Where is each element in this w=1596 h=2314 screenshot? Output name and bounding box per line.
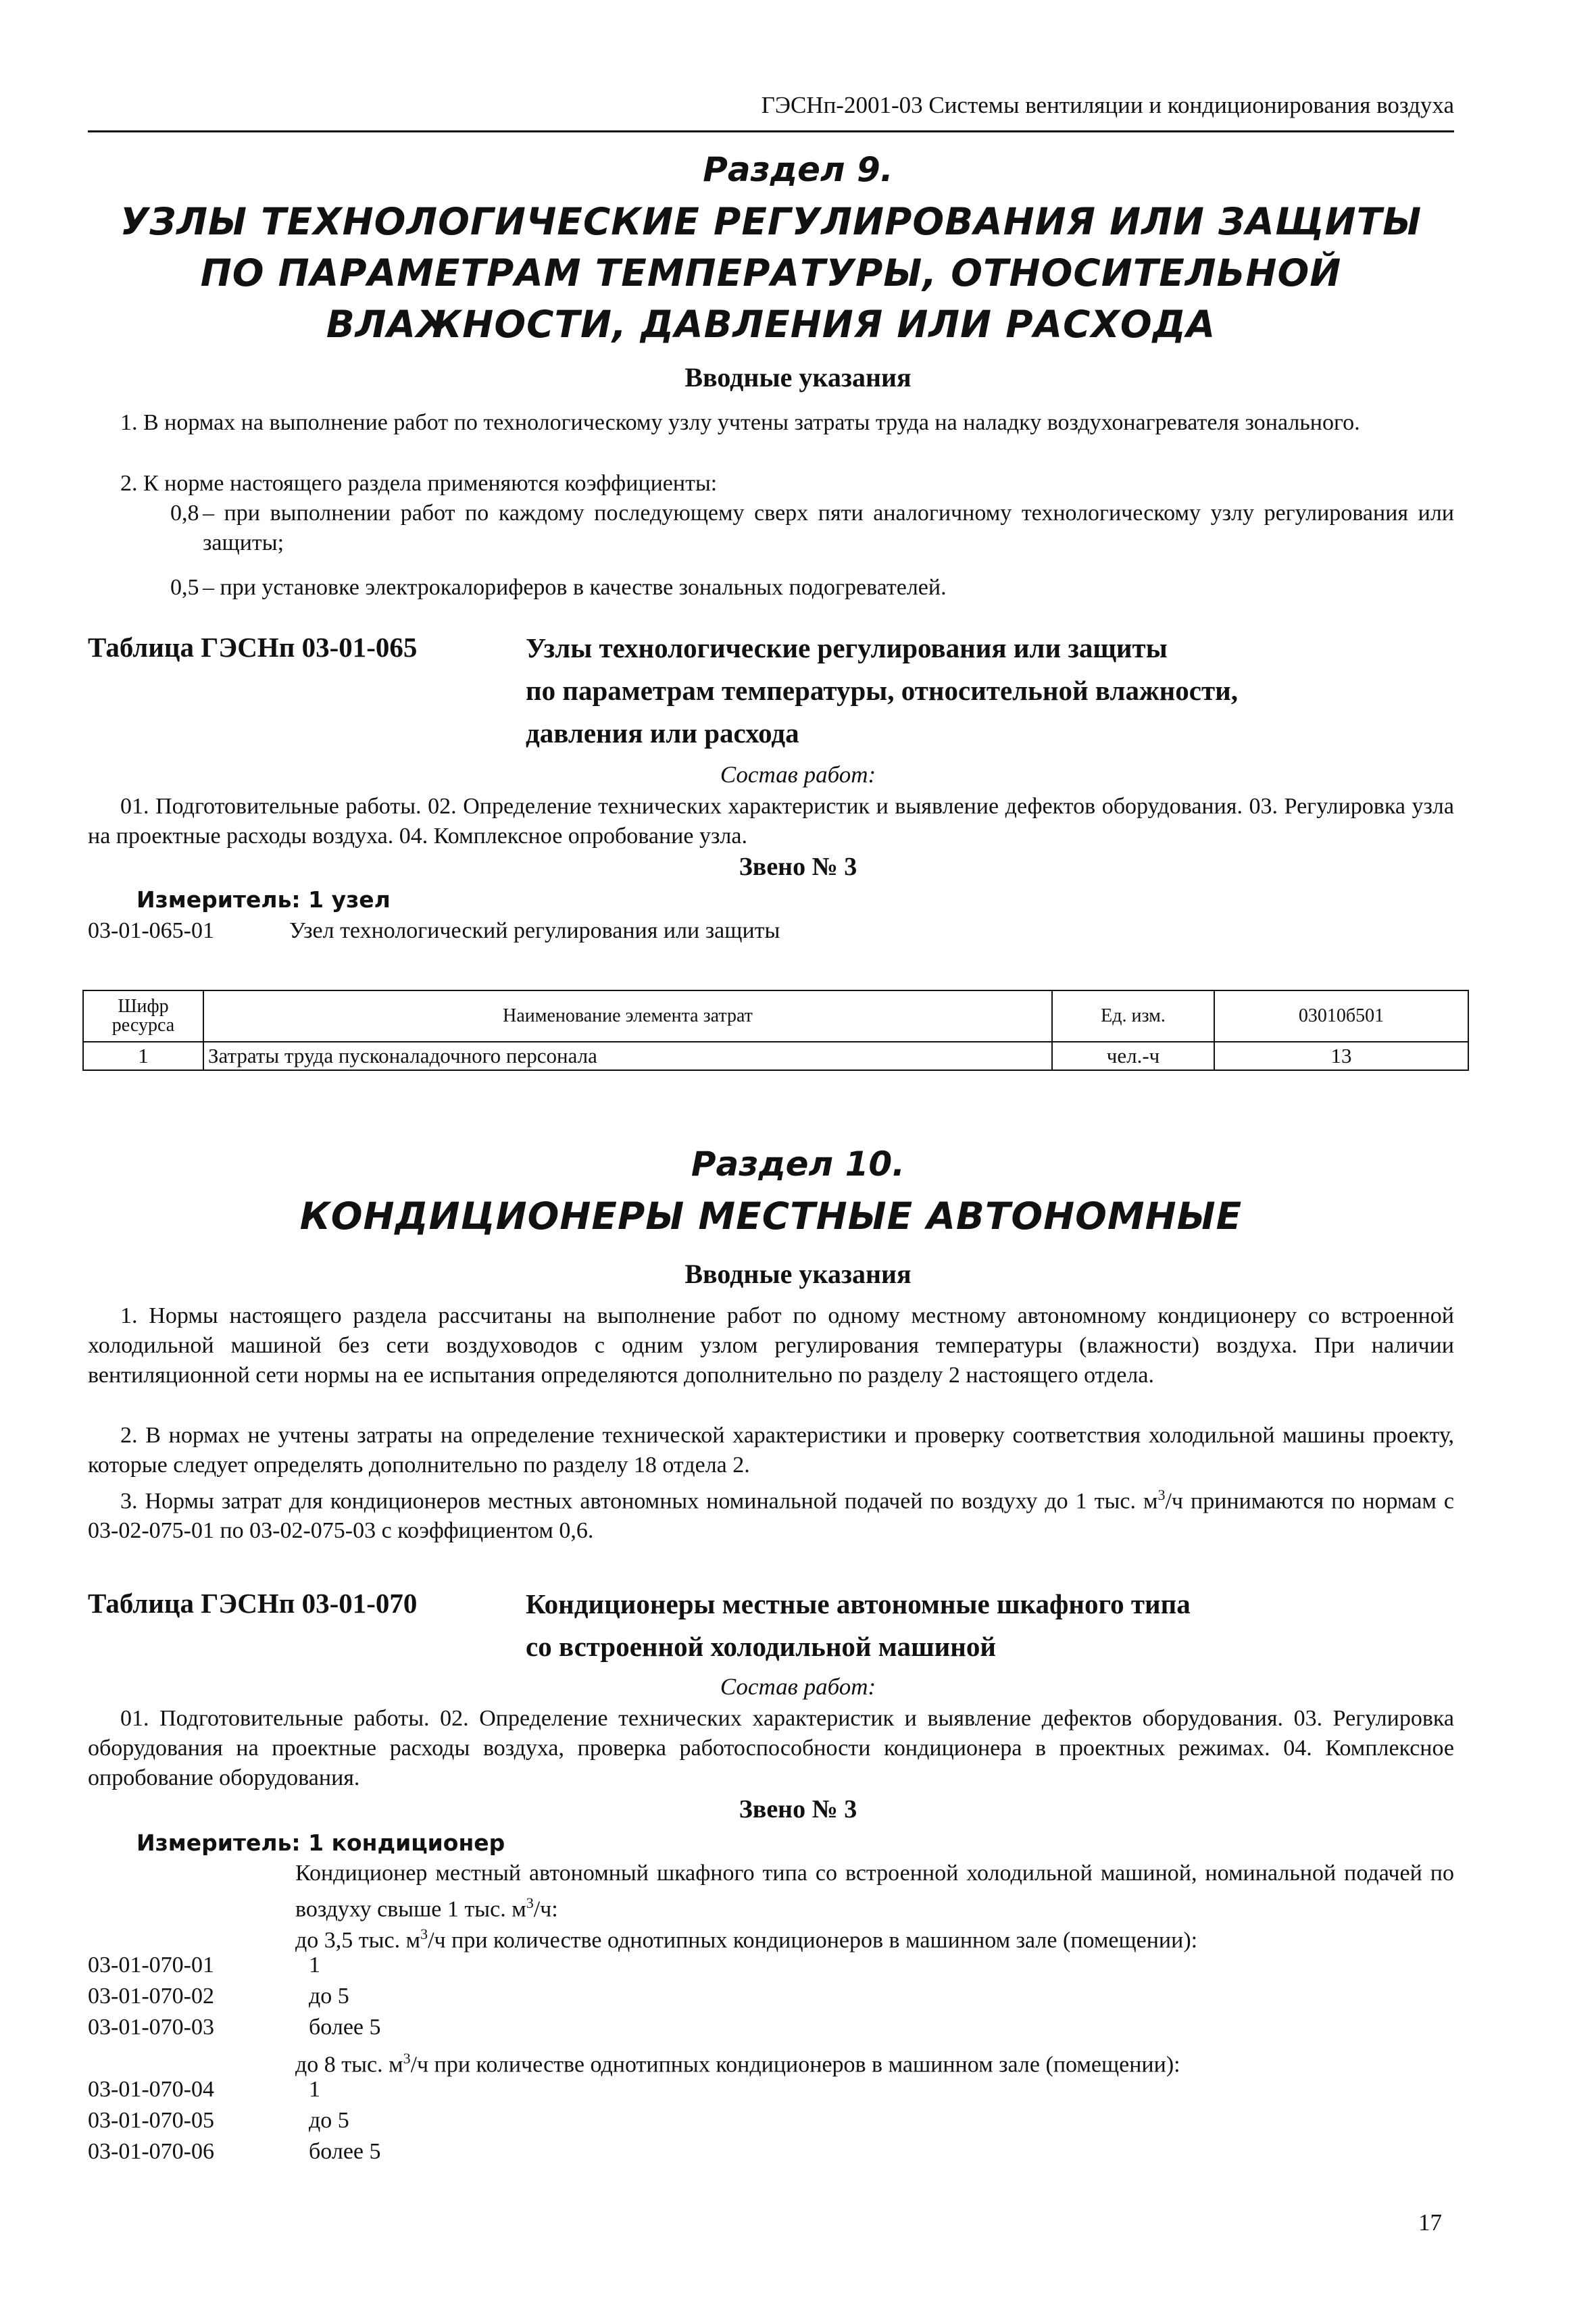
table-070-zveno: Звено № 3 (739, 1795, 857, 1823)
page-number: 17 (1418, 2209, 1442, 2236)
group-2-text-b: /ч при количестве однотипных кондиционеров в машинном зале (помещении): (410, 2052, 1180, 2078)
table-065-title-line: по параметрам температуры, относительной влажности, (526, 675, 1239, 706)
table-065-title-line: давления или расхода (526, 718, 799, 749)
section-10-intro-heading: Вводные указания (684, 1259, 912, 1289)
item-text: 1 (309, 1953, 320, 1978)
group-1-superscript: 3 (420, 1926, 428, 1942)
note-3-superscript: 3 (1157, 1486, 1166, 1503)
section-10-note-3 (88, 1480, 1454, 1546)
table-065-item-code: 03-01-065-01 (88, 918, 214, 943)
table-065-label: Таблица ГЭСНп 03-01-065 (88, 632, 418, 663)
table-row (83, 1042, 1468, 1070)
row-cost-element: Затраты труда пусконаладочного персонала (203, 1042, 1052, 1070)
row-unit: чел.-ч (1052, 1042, 1214, 1070)
row-value: 13 (1214, 1042, 1468, 1070)
note-3-text-b: /ч принимаются по нормам с 03-02-075-01 по 03-02-075-03 с коэффициентом 0,6. (88, 1488, 1454, 1544)
item-code: 03-01-070-01 (88, 1953, 214, 1978)
section-9-title-line: ВЛАЖНОСТИ, ДАВЛЕНИЯ ИЛИ РАСХОДА (326, 303, 1216, 346)
coef-2-value: 0,5 (170, 575, 199, 600)
row-resource-code: 1 (83, 1042, 203, 1070)
section-9-intro-heading: Вводные указания (684, 362, 912, 393)
header-cost-element: Наименование элемента затрат (203, 990, 1052, 1042)
group-2-superscript: 3 (403, 2050, 411, 2067)
item-code: 03-01-070-04 (88, 2077, 214, 2102)
header-norm-code: 03010б501 (1214, 990, 1468, 1042)
item-text: более 5 (309, 2015, 381, 2040)
item-code: 03-01-070-06 (88, 2139, 214, 2164)
item-code: 03-01-070-05 (88, 2108, 214, 2133)
table-065-title (526, 627, 1238, 755)
table-070-title-line: со встроенной холодильной машиной (526, 1631, 996, 1662)
section-9-note-2: 2. К норме настоящего раздела применяются коэффициенты: (120, 471, 718, 496)
section-9-note-1: 1. В нормах на выполнение работ по технологическому узлу учтены затраты труда на наладку воздухонагревателя зонального. (120, 410, 1360, 435)
coef-1-value: 0,8 (170, 501, 199, 526)
table-070-label: Таблица ГЭСНп 03-01-070 (88, 1588, 418, 1619)
table-070-composition-text: 01. Подготовительные работы. 02. Определение технических характеристик и выявление дефектов оборудования. 03. Регулировка оборудования на проектные расходы воздуха, проверка работоспособности кондиционера в проектных режимах. 04. Комплексное опробование оборудования. (88, 1706, 1454, 1790)
resource-table (82, 990, 1469, 1071)
item-code: 03-01-070-03 (88, 2015, 214, 2040)
coef-1-text: – при выполнении работ по каждому последующему сверх пяти аналогичному технологическому узлу регулирования или защиты; (203, 501, 1454, 555)
item-text: до 5 (309, 2108, 349, 2133)
description-text-b: /ч: (533, 1896, 558, 1922)
table-070-meter: Измеритель: 1 кондиционер (136, 1830, 505, 1856)
header-rule (88, 130, 1454, 132)
group-1-text-b: /ч при количестве однотипных кондиционеров в машинном зале (помещении): (428, 1928, 1198, 1953)
group-1-heading (295, 1919, 1197, 1955)
item-text: 1 (309, 2077, 320, 2102)
section-9-number: Раздел 9. (703, 150, 893, 189)
resource-table-header-row (83, 990, 1468, 1042)
header-unit: Ед. изм. (1052, 990, 1214, 1042)
description-superscript: 3 (526, 1894, 534, 1911)
item-text: более 5 (309, 2139, 381, 2164)
table-065-composition-heading: Состав работ: (720, 761, 876, 788)
item-text: до 5 (309, 1984, 349, 2009)
table-065-zveno: Звено № 3 (739, 853, 857, 881)
note-3-text-a: 3. Нормы затрат для кондиционеров местных автономных номинальной подачей по воздуху до 1 тыс. м (120, 1488, 1158, 1514)
section-10-title: КОНДИЦИОНЕРЫ МЕСТНЫЕ АВТОНОМНЫЕ (299, 1194, 1243, 1238)
section-10-note-2: 2. В нормах не учтены затраты на определение технической характеристики и проверку соответствия холодильной машины проекту, которые следует определять дополнительно по разделу 18 отдела 2. (88, 1423, 1454, 1478)
group-2-heading (295, 2044, 1180, 2080)
section-10-note-1: 1. Нормы настоящего раздела рассчитаны на выполнение работ по одному местному автономному кондиционеру со встроенной холодильной машиной без сети воздуховодов с одним узлом регулирования температуры (влажности) воздуха. При наличии вентиляционной сети нормы на ее испытания определяются дополнительно по разделу 2 настоящего отдела. (88, 1303, 1454, 1388)
table-070-description (295, 1859, 1454, 1924)
table-065-composition-text: 01. Подготовительные работы. 02. Определение технических характеристик и выявление дефектов оборудования. 03. Регулировка узла на проектные расходы воздуха. 04. Комплексное опробование узла. (88, 794, 1454, 849)
table-070-title-line: Кондиционеры местные автономные шкафного типа (526, 1588, 1191, 1619)
table-070-title (526, 1583, 1191, 1668)
section-9-title (88, 196, 1454, 350)
header-resource-code: Шифр ресурса (83, 990, 203, 1042)
section-9-title-line: ПО ПАРАМЕТРАМ ТЕМПЕРАТУРЫ, ОТНОСИТЕЛЬНОЙ (200, 251, 1342, 295)
description-text-a: Кондиционер местный автономный шкафного типа со встроенной холодильной машиной, номинальной подачей по воздуху свыше 1 тыс. м (295, 1861, 1454, 1922)
table-070-composition-heading: Состав работ: (720, 1674, 876, 1700)
running-header: ГЭСНп-2001-03 Системы вентиляции и кондиционирования воздуха (761, 92, 1454, 118)
coef-2-text: – при установке электрокалориферов в качестве зональных подогревателей. (203, 575, 947, 600)
table-065-title-line: Узлы технологические регулирования или защиты (526, 632, 1168, 663)
table-065-item-text: Узел технологический регулирования или защиты (289, 918, 780, 943)
group-1-text-a: до 3,5 тыс. м (295, 1928, 421, 1953)
section-10-number: Раздел 10. (691, 1145, 905, 1184)
section-9-title-line: УЗЛЫ ТЕХНОЛОГИЧЕСКИЕ РЕГУЛИРОВАНИЯ ИЛИ ЗАЩИТЫ (120, 200, 1422, 243)
group-2-text-a: до 8 тыс. м (295, 2052, 403, 2078)
table-065-meter: Измеритель: 1 узел (136, 886, 391, 913)
item-code: 03-01-070-02 (88, 1984, 214, 2009)
